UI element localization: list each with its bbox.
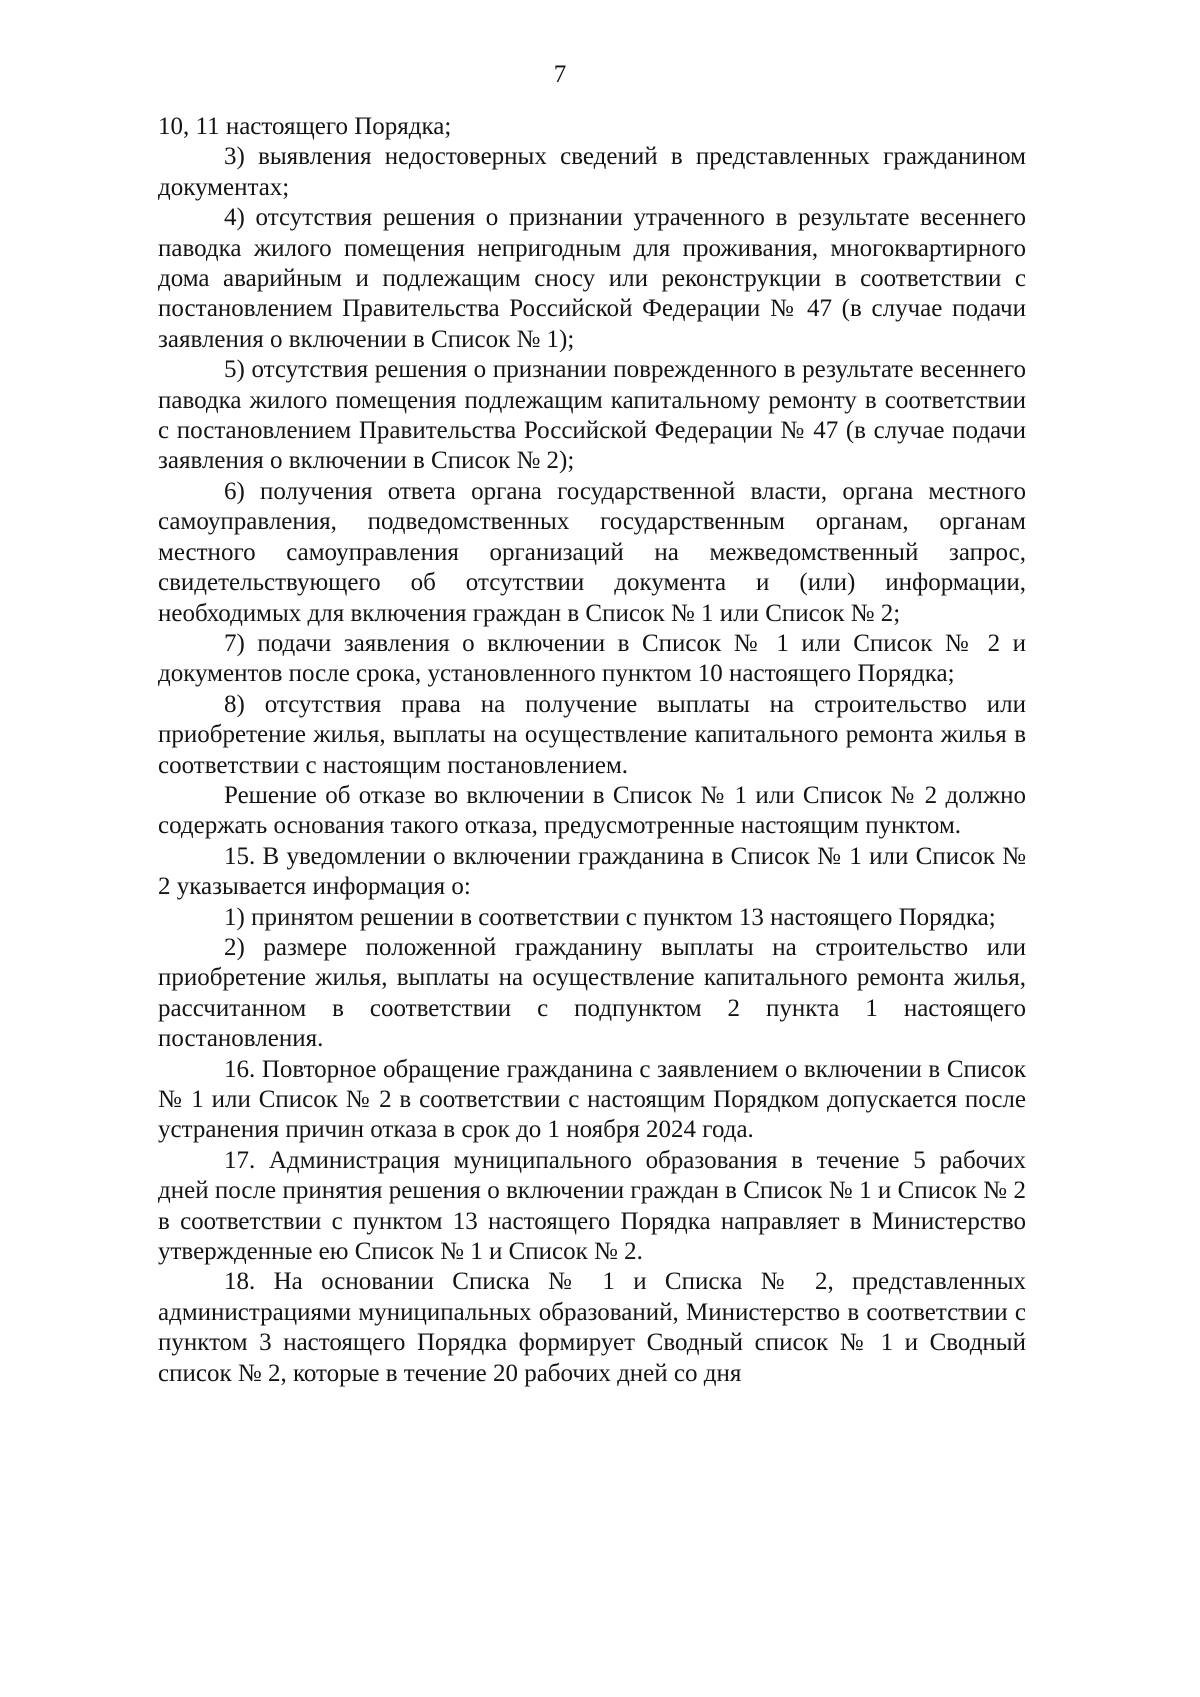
page-number: 7 — [553, 61, 567, 88]
paragraph-18: 18. На основании Списка № 1 и Списка № 2, представленных администрациями муниципальных образований, Министерство в соответствии с пунктом 3 настоящего Порядка формирует Сводный список № 1 и Сводный список № 2, которые в течение 20 рабочих дней со дня — [158, 1268, 1026, 1387]
paragraph-15-item-1: 1) принятом решении в соответствии с пунктом 13 настоящего Порядка; — [224, 903, 996, 931]
paragraph-15-item-2: 2) размере положенной гражданину выплаты на строительство или приобретение жилья, выплаты на осуществление капитального ремонта жилья, рассчитанном в соответствии с подпунктом 2 пункта 1 настоящего постановления. — [158, 933, 1026, 1053]
document-body — [158, 112, 1026, 1389]
paragraph-item-4: 4) отсутствия решения о признании утраченного в результате весеннего паводка жилого помещения непригодным для проживания, многоквартирного дома аварийным и подлежащим сносу или реконструкции в соответствии с постановлением Правительства Российской Федерации № 47 (в случае подачи заявления о включении в Список № 1); — [158, 204, 1026, 353]
paragraph-item-6: 6) получения ответа органа государственной власти, органа местного самоуправления, подведомственных государственным органам, органам местного самоуправления организаций на межведомственный запрос, свидетельствующего об отсутствии документа и (или) информации, необходимых для включения граждан в Список № 1 или Список № 2; — [158, 477, 1026, 627]
paragraph-item-5: 5) отсутствия решения о признании поврежденного в результате весеннего паводка жилого помещения подлежащим капитальному ремонту в соответствии с постановлением Правительства Российской Федерации № 47 (в случае подачи заявления о включении в Список № 2); — [158, 356, 1026, 475]
paragraph-item-8: 8) отсутствия права на получение выплаты на строительство или приобретение жилья, выплаты на осуществление капитального ремонта жилья в соответствии с настоящим постановлением. — [158, 690, 1026, 779]
paragraph-refusal-decision: Решение об отказе во включении в Список № 1 или Список № 2 должно содержать основания такого отказа, предусмотренные настоящим пунктом. — [158, 781, 1026, 840]
paragraph-item-7: 7) подачи заявления о включении в Список № 1 или Список № 2 и документов после срока, установленного пунктом 10 настоящего Порядка; — [158, 629, 1026, 688]
paragraph-item-3: 3) выявления недостоверных сведений в представленных гражданином документах; — [158, 143, 1026, 201]
paragraph-15: 15. В уведомлении о включении гражданина в Список № 1 или Список № 2 указывается информация о: — [158, 842, 1026, 901]
paragraph-16: 16. Повторное обращение гражданина с заявлением о включении в Список № 1 или Список № 2 в соответствии с настоящим Порядком допускается после устранения причин отказа в срок до 1 ноября 2024 года. — [158, 1055, 1026, 1144]
paragraph-continuation: 10, 11 настоящего Порядка; — [158, 113, 452, 140]
paragraph-17: 17. Администрация муниципального образования в течение 5 рабочих дней после принятия решения о включении граждан в Список № 1 и Список № 2 в соответствии с пунктом 13 настоящего Порядка направляет в Министерство утвержденные ею Список № 1 и Список № 2. — [158, 1146, 1026, 1266]
